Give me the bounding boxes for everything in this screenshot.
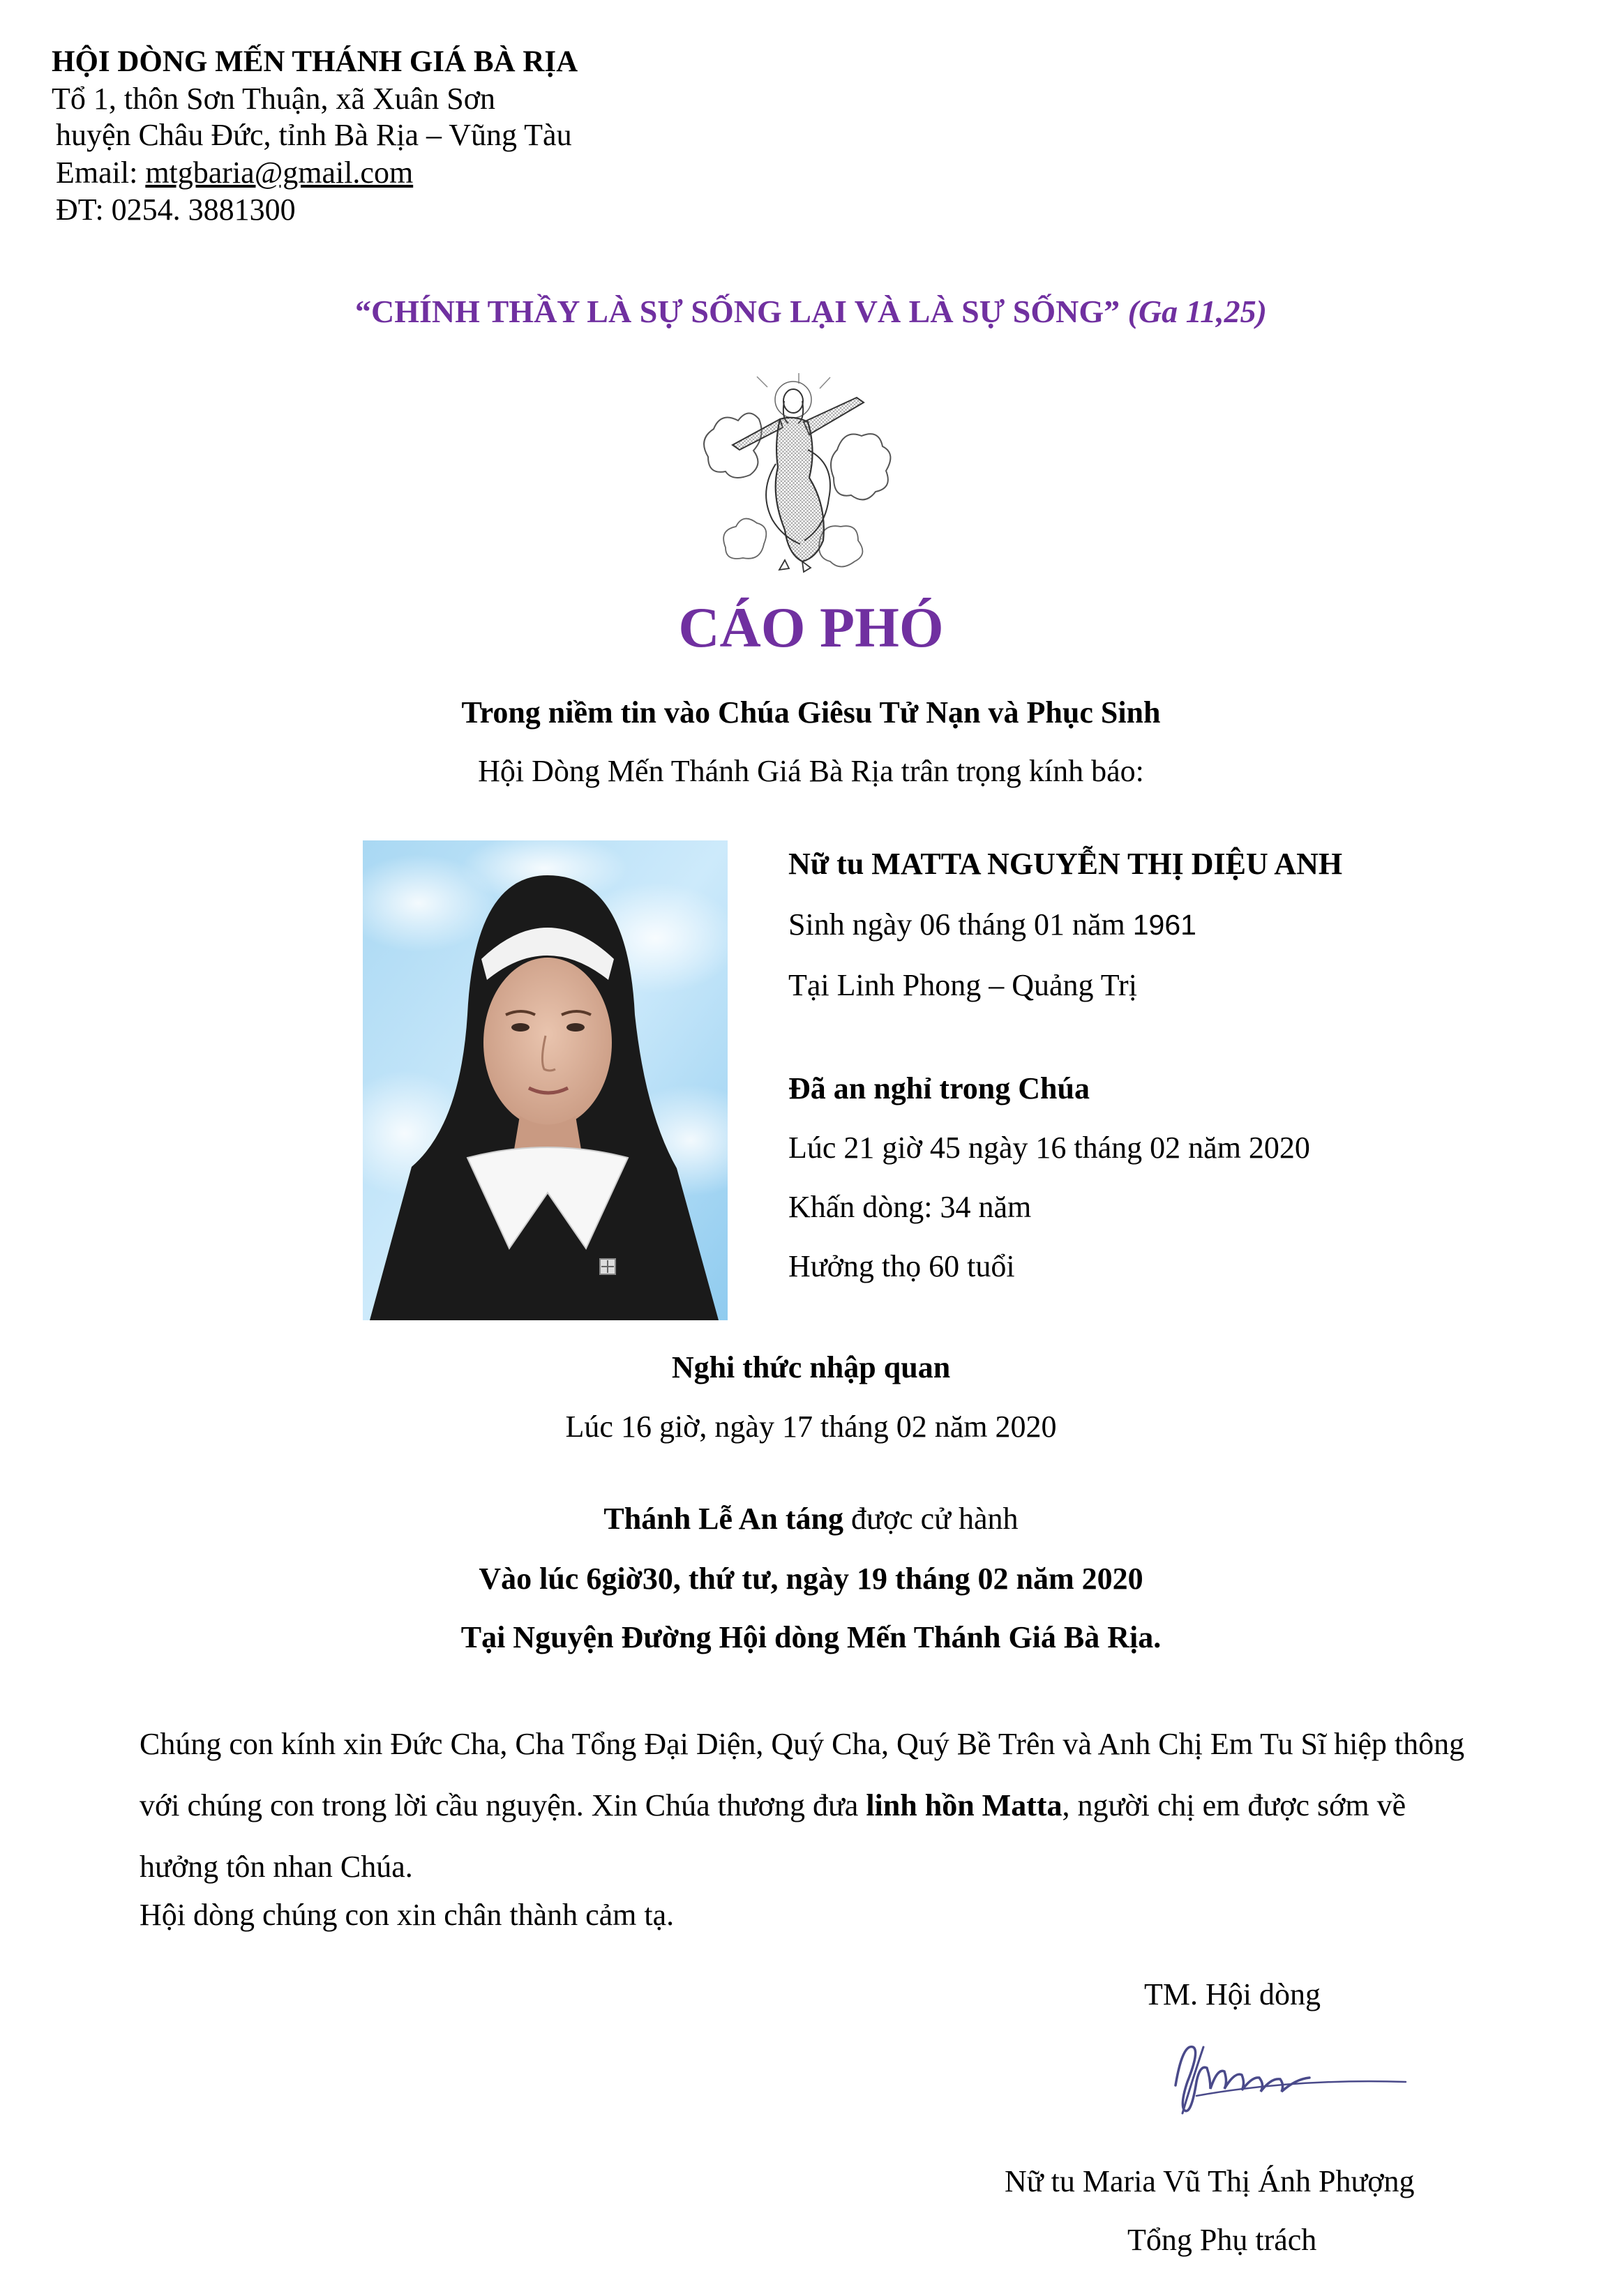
coffin-ceremony-heading: Nghi thức nhập quan xyxy=(671,1350,951,1384)
vows-years: Khấn dòng: 34 năm xyxy=(788,1190,1032,1224)
thanks-paragraph: Hội dòng chúng con xin chân thành cảm tạ. xyxy=(140,1898,675,1932)
address-line-2: huyện Châu Đức, tỉnh Bà Rịa – Vũng Tàu xyxy=(56,118,572,152)
address-line-1: Tổ 1, thôn Sơn Thuận, xã Xuân Sơn xyxy=(52,82,496,116)
prayer-request-text-b: , người chị em được sớm về hưởng tôn nhan Chúa. xyxy=(140,1788,1406,1884)
funeral-mass-heading-rest: được cử hành xyxy=(843,1502,1019,1536)
risen-christ-image xyxy=(698,373,900,586)
signatory-name: Nữ tu Maria Vũ Thị Ánh Phượng xyxy=(1005,2164,1415,2198)
funeral-mass-heading xyxy=(0,1501,1622,1537)
funeral-mass-heading-bold: Thánh Lễ An táng xyxy=(603,1502,843,1536)
birth-date-prefix: Sinh ngày 06 tháng 01 năm xyxy=(788,907,1133,942)
intro-line-1: Trong niềm tin vào Chúa Giêsu Tử Nạn và Phục Sinh xyxy=(461,695,1161,730)
phone-line: ĐT: 0254. 3881300 xyxy=(56,192,296,227)
quote-reference: (Ga 11,25) xyxy=(1127,294,1267,329)
prayer-request-paragraph xyxy=(140,1714,1489,1898)
age-at-death: Hưởng thọ 60 tuổi xyxy=(788,1249,1015,1283)
portrait-photo xyxy=(363,840,728,1320)
quote-text: “CHÍNH THẦY LÀ SỰ SỐNG LẠI VÀ LÀ SỰ SỐNG” xyxy=(355,294,1120,329)
email-line xyxy=(56,155,413,191)
prayer-request-bold: linh hồn Matta xyxy=(866,1788,1062,1822)
birth-date xyxy=(788,907,1196,943)
scripture-quote xyxy=(0,293,1622,330)
funeral-mass-place: Tại Nguyện Đường Hội dòng Mến Thánh Giá Bà Rịa. xyxy=(460,1620,1162,1654)
death-heading: Đã an nghỉ trong Chúa xyxy=(788,1071,1090,1105)
signatory-position: Tổng Phụ trách xyxy=(1127,2223,1317,2257)
birth-year: 1961 xyxy=(1132,909,1196,941)
birthplace: Tại Linh Phong – Quảng Trị xyxy=(788,968,1137,1002)
funeral-mass-time: Vào lúc 6giờ30, thứ tư, ngày 19 tháng 02 năm 2020 xyxy=(479,1562,1143,1596)
email-link[interactable]: mtgbaria@gmail.com xyxy=(145,156,414,190)
death-time: Lúc 21 giờ 45 ngày 16 tháng 02 năm 2020 xyxy=(788,1131,1310,1165)
on-behalf-of: TM. Hội dòng xyxy=(1144,1977,1321,2011)
document-title: CÁO PHÓ xyxy=(678,596,944,659)
intro-line-2: Hội Dòng Mến Thánh Giá Bà Rịa trân trọng kính báo: xyxy=(478,754,1144,788)
handwritten-signature xyxy=(1155,2019,1420,2117)
coffin-ceremony-time: Lúc 16 giờ, ngày 17 tháng 02 năm 2020 xyxy=(565,1410,1057,1444)
org-name: HỘI DÒNG MẾN THÁNH GIÁ BÀ RỊA xyxy=(52,45,578,78)
prayer-request-text-a: Chúng con kính xin Đức Cha, Cha Tổng Đại Diện, Quý Cha, Quý Bề Trên và Anh Chị Em Tu Sĩ hiệp thông với chúng con trong lời cầu nguyện. Xin Chúa thương đưa xyxy=(140,1727,1465,1822)
email-label: Email: xyxy=(56,156,146,190)
deceased-name: Nữ tu MATTA NGUYỄN THỊ DIỆU ANH xyxy=(788,847,1343,881)
